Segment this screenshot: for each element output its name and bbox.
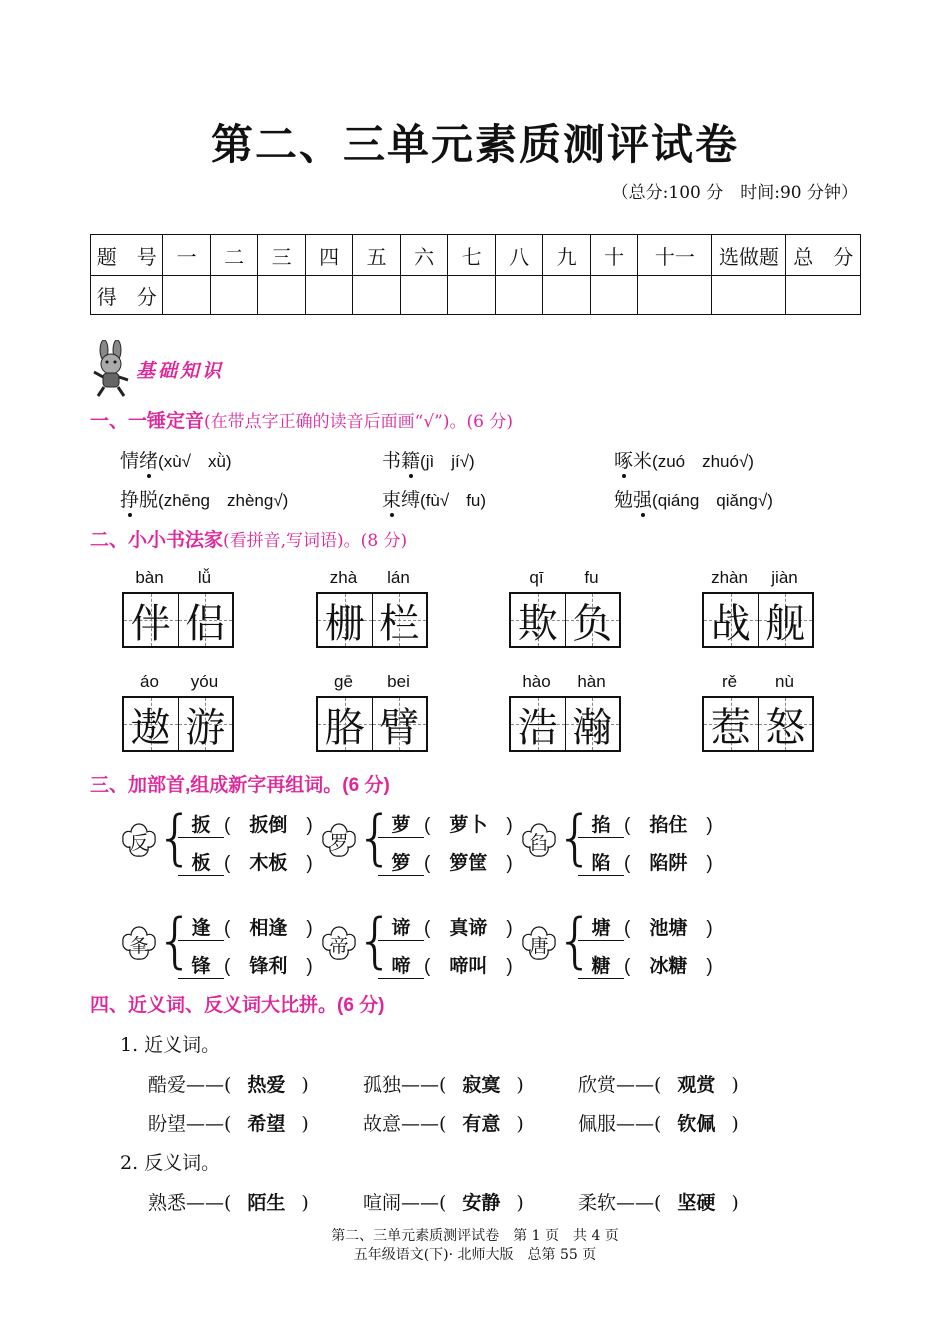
q3-new-char: 箩 (378, 848, 424, 876)
section-basic-knowledge: 基础知识 (136, 360, 225, 382)
q1-item (614, 485, 773, 512)
q2-char-boxes (316, 696, 428, 752)
q2-char: 遨 (130, 704, 171, 751)
q2-char-box[interactable] (124, 594, 178, 646)
score-cell[interactable] (712, 276, 786, 315)
score-header-cell: 十一 (638, 235, 712, 276)
q3-brace: { (356, 906, 395, 976)
rabbit-mascot-icon (90, 340, 132, 398)
q1-word-post: 脱 (139, 489, 159, 511)
q1-dotted-char: 啄 (614, 450, 634, 472)
q4-pair (578, 1109, 739, 1136)
q1-item (120, 446, 232, 473)
q3-new-word: 冰糖 (649, 956, 688, 977)
q3-new-char: 萝 (378, 810, 424, 838)
q3-new-word: 掐住 (649, 815, 688, 836)
q2-char-box[interactable] (565, 698, 620, 750)
q2-char-boxes (122, 592, 234, 648)
paren-close: ) (287, 956, 313, 977)
q4-pair (363, 1188, 524, 1215)
paren-open: ( (224, 815, 250, 836)
q3-root-char: 唐 (529, 935, 549, 957)
paren-close: ) (731, 1113, 739, 1135)
q4-answer[interactable]: 陌生 (247, 1193, 286, 1214)
footer-line2: 五年级语文(下)· 北师大版 总第 55 页 (353, 1247, 597, 1263)
q2-pinyin (509, 672, 619, 694)
q3-new-char: 陷 (578, 848, 624, 876)
score-header-row (91, 235, 861, 276)
paren-close: ) (487, 853, 513, 874)
q1-word-lead: 书 (382, 450, 402, 472)
q1-options[interactable]: (qiáng qiǎng√) (652, 491, 773, 510)
q4-word: 熟悉——( (148, 1192, 232, 1214)
q1-word-post: 米 (633, 450, 653, 472)
score-cell[interactable] (786, 276, 861, 315)
score-table (90, 234, 861, 315)
score-header-cell: 题 号 (91, 235, 163, 276)
score-header-cell: 选做题 (712, 235, 786, 276)
q4-pair (148, 1109, 309, 1136)
score-header-cell: 三 (258, 235, 306, 276)
q2-char: 战 (710, 600, 751, 647)
q2-char-box[interactable] (511, 698, 565, 750)
q4-word: 孤独——( (363, 1074, 447, 1096)
q3-root-char: 夆 (129, 935, 149, 957)
q2-word-grid (122, 568, 234, 648)
q2-pinyin (316, 672, 426, 694)
q2-char: 瀚 (572, 704, 613, 751)
q3-new-word: 池塘 (649, 918, 688, 939)
score-cell[interactable] (353, 276, 401, 315)
q4-answer[interactable]: 坚硬 (677, 1193, 716, 1214)
q2-pinyin (509, 568, 619, 590)
q1-options[interactable]: (zuó zhuó√) (652, 452, 754, 471)
paren-open: ( (424, 918, 450, 939)
q3-new-word: 萝卜 (449, 815, 488, 836)
q2-pinyin-syllable: bei (387, 672, 410, 691)
score-header-cell: 六 (400, 235, 448, 276)
paren-open: ( (624, 918, 650, 939)
score-header-cell: 四 (305, 235, 353, 276)
q4-word: 盼望——( (148, 1113, 232, 1135)
q2-word-grid (509, 568, 621, 648)
q3-new-word: 箩筐 (449, 853, 488, 874)
q3-root-flower-icon (120, 821, 158, 859)
q4-pair (148, 1188, 309, 1215)
paren-close: ) (687, 815, 713, 836)
q3-new-char: 锋 (178, 951, 224, 979)
q3-row-top[interactable] (378, 913, 513, 941)
score-header-cell: 二 (210, 235, 258, 276)
paren-open: ( (624, 853, 650, 874)
q3-new-char: 掐 (578, 810, 624, 838)
q2-char-box[interactable] (511, 594, 565, 646)
q1-dotted-char: 强 (633, 489, 653, 511)
q1-note: (在带点字正确的读音后面画“√”)。(6 分) (204, 412, 513, 432)
paren-open: ( (424, 815, 450, 836)
q2-char: 栅 (324, 600, 365, 647)
q4-word: 佩服——( (578, 1113, 662, 1135)
score-header-cell: 八 (495, 235, 543, 276)
q4-word: 柔软——( (578, 1192, 662, 1214)
q4-answer[interactable]: 有意 (462, 1114, 501, 1135)
q3-new-char: 板 (178, 848, 224, 876)
score-cell[interactable] (400, 276, 448, 315)
q3-new-char: 啼 (378, 951, 424, 979)
q4-pair (363, 1109, 524, 1136)
q3-root-flower-icon (120, 924, 158, 962)
q3-new-char: 塘 (578, 913, 624, 941)
q1-dotted-char: 挣 (120, 489, 140, 511)
q2-pinyin (122, 672, 232, 694)
paren-open: ( (624, 956, 650, 977)
paren-close: ) (301, 1113, 309, 1135)
q2-char: 负 (572, 600, 613, 647)
q3-row-bottom[interactable] (178, 848, 313, 876)
q4-word: 酷爱——( (148, 1074, 232, 1096)
q2-char-box[interactable] (124, 698, 178, 750)
q2-char-box[interactable] (318, 594, 372, 646)
q2-word-grid (509, 672, 621, 752)
score-cell[interactable] (163, 276, 211, 315)
q2-pinyin-syllable: fu (584, 568, 599, 587)
paren-close: ) (301, 1074, 309, 1096)
q4-pair (578, 1188, 739, 1215)
paren-open: ( (624, 815, 650, 836)
q4-title: 四、近义词、反义词大比拼。(6 分) (90, 995, 385, 1016)
score-cell[interactable] (448, 276, 496, 315)
q4-answer[interactable]: 安静 (462, 1193, 501, 1214)
q3-brace: { (556, 906, 595, 976)
q2-pinyin-syllable: rě (721, 672, 738, 691)
q4-answer[interactable]: 钦佩 (677, 1114, 716, 1135)
q2-char: 侣 (185, 600, 226, 647)
q2-char-box[interactable] (178, 594, 233, 646)
q3-brace: { (556, 803, 595, 873)
q2-char-boxes (702, 592, 814, 648)
q2-char-box[interactable] (178, 698, 233, 750)
q4-word: 欣赏——( (578, 1074, 662, 1096)
score-cell[interactable] (543, 276, 591, 315)
q1-title-text: 一、一锤定音 (90, 411, 205, 432)
q3-new-word: 锋利 (249, 956, 288, 977)
q2-char-box[interactable] (758, 594, 813, 646)
q2-char: 臂 (379, 704, 420, 751)
paren-close: ) (487, 956, 513, 977)
q1-item (382, 485, 486, 512)
score-cell[interactable] (210, 276, 258, 315)
q2-char: 惹 (710, 704, 751, 751)
q3-row-top[interactable] (178, 810, 313, 838)
q3-root-flower-icon (320, 821, 358, 859)
q3-new-char: 谛 (378, 913, 424, 941)
q2-char-box[interactable] (758, 698, 813, 750)
q2-pinyin-syllable: zhà (329, 568, 358, 587)
q2-pinyin-syllable: jiàn (771, 568, 798, 587)
exam-meta: （总分:100 分 时间:90 分钟） (611, 183, 858, 203)
q2-char-box[interactable] (372, 594, 427, 646)
q1-item (120, 485, 288, 512)
paren-close: ) (516, 1074, 524, 1096)
footer-line1: 第二、三单元素质测评试卷 第 1 页 共 4 页 (331, 1228, 619, 1244)
paren-close: ) (287, 815, 313, 836)
q2-char-boxes (702, 696, 814, 752)
paren-close: ) (301, 1192, 309, 1214)
q1-word-post: 缚 (401, 489, 421, 511)
q1-title (90, 406, 513, 433)
q3-row-top[interactable] (578, 913, 713, 941)
paren-open: ( (424, 853, 450, 874)
q3-new-char: 扳 (178, 810, 224, 838)
q4-sub2: 2. 反义词。 (120, 1152, 221, 1174)
q4-answer[interactable]: 观赏 (677, 1075, 716, 1096)
q3-root-flower-icon (520, 924, 558, 962)
q2-char: 游 (185, 704, 226, 751)
q3-row-bottom[interactable] (578, 848, 713, 876)
paren-close: ) (687, 918, 713, 939)
q3-new-word: 啼叫 (449, 956, 488, 977)
score-cell[interactable] (495, 276, 543, 315)
q2-pinyin-syllable: zhàn (711, 568, 748, 587)
q3-new-word: 扳倒 (249, 815, 288, 836)
q2-title-text: 二、小小书法家 (90, 530, 224, 551)
paren-close: ) (516, 1192, 524, 1214)
q2-char-box[interactable] (704, 698, 758, 750)
page-title: 第二、三单元素质测评试卷 (210, 120, 739, 169)
paren-close: ) (687, 956, 713, 977)
score-header-cell: 总 分 (786, 235, 861, 276)
q2-char-box[interactable] (704, 594, 758, 646)
q2-char-boxes (122, 696, 234, 752)
q1-options[interactable]: (fù√ fu) (420, 491, 487, 510)
q3-root-flower-icon (320, 924, 358, 962)
score-cell[interactable] (305, 276, 353, 315)
q3-root-char: 臽 (529, 832, 549, 854)
paren-close: ) (687, 853, 713, 874)
q1-dotted-char: 绪 (139, 450, 159, 472)
q2-char: 胳 (324, 704, 365, 751)
q3-row-bottom[interactable] (378, 848, 513, 876)
q2-char-box[interactable] (565, 594, 620, 646)
q4-pair (148, 1070, 309, 1097)
paren-close: ) (287, 918, 313, 939)
paren-open: ( (224, 918, 250, 939)
score-row (91, 276, 861, 315)
q1-item (382, 446, 475, 473)
q3-row-bottom[interactable] (178, 951, 313, 979)
q2-word-grid (316, 672, 428, 752)
paren-open: ( (224, 853, 250, 874)
q2-word-grid (122, 672, 234, 752)
paren-open: ( (224, 956, 250, 977)
q2-char: 伴 (130, 600, 171, 647)
score-cell[interactable] (638, 276, 712, 315)
q2-pinyin (702, 568, 812, 590)
score-header-cell: 一 (163, 235, 211, 276)
q3-brace: { (156, 803, 195, 873)
q4-word: 故意——( (363, 1113, 447, 1135)
score-header-cell: 十 (590, 235, 638, 276)
q1-item (614, 446, 754, 473)
q2-pinyin-syllable: nù (775, 672, 794, 691)
q2-char-boxes (509, 592, 621, 648)
score-cell[interactable] (590, 276, 638, 315)
paren-close: ) (487, 815, 513, 836)
q4-pair (363, 1070, 524, 1097)
q2-char-box[interactable] (372, 698, 427, 750)
q2-pinyin (122, 568, 232, 590)
q2-pinyin-syllable: hào (522, 672, 551, 691)
q2-char: 欺 (517, 600, 558, 647)
q2-char-boxes (509, 696, 621, 752)
q2-pinyin (702, 672, 812, 694)
q2-word-grid (702, 672, 814, 752)
q1-options[interactable]: (zhēng zhèng√) (158, 491, 289, 510)
q4-word: 喧闹——( (363, 1192, 447, 1214)
q2-title (90, 525, 407, 552)
q1-dotted-char: 籍 (401, 450, 421, 472)
q2-char-box[interactable] (318, 698, 372, 750)
q2-pinyin-syllable: hàn (577, 672, 606, 691)
score-row-label: 得 分 (91, 276, 163, 315)
q2-pinyin-syllable: lǚ (197, 568, 212, 587)
q1-dotted-char: 束 (382, 489, 402, 511)
q3-root-char: 帝 (329, 935, 349, 957)
q2-pinyin-syllable: gē (334, 672, 353, 691)
q3-row-bottom[interactable] (578, 951, 713, 979)
q3-root-char: 罗 (329, 832, 349, 854)
q2-char: 舰 (765, 600, 806, 647)
q3-brace: { (156, 906, 195, 976)
q2-char: 栏 (379, 600, 420, 647)
q2-pinyin-syllable: qī (529, 568, 544, 587)
q2-pinyin-syllable: lán (387, 568, 410, 587)
q3-root-char: 反 (129, 832, 149, 854)
q4-answer[interactable]: 寂寞 (462, 1075, 501, 1096)
q3-row-top[interactable] (378, 810, 513, 838)
q2-word-grid (702, 568, 814, 648)
q3-new-word: 相逢 (249, 918, 288, 939)
paren-close: ) (487, 918, 513, 939)
q3-new-word: 真谛 (449, 918, 488, 939)
q3-title: 三、加部首,组成新字再组词。(6 分) (90, 775, 390, 796)
q4-pair (578, 1070, 739, 1097)
q3-brace: { (356, 803, 395, 873)
q2-pinyin-syllable: bàn (135, 568, 164, 587)
q1-word-lead: 情 (120, 450, 140, 472)
q1-options[interactable]: (jì jí√) (420, 452, 475, 471)
q2-note: (看拼音,写词语)。(8 分) (223, 531, 408, 551)
q3-new-word: 陷阱 (649, 853, 688, 874)
paren-close: ) (731, 1192, 739, 1214)
q2-char: 浩 (517, 704, 558, 751)
q2-char: 怒 (765, 704, 806, 751)
q2-pinyin (316, 568, 426, 590)
score-header-cell: 五 (353, 235, 401, 276)
q3-row-bottom[interactable] (378, 951, 513, 979)
q3-root-flower-icon (520, 821, 558, 859)
q3-row-top[interactable] (178, 913, 313, 941)
q3-row-top[interactable] (578, 810, 713, 838)
q2-pinyin-syllable: áo (140, 672, 159, 691)
q4-answer[interactable]: 热爱 (247, 1075, 286, 1096)
paren-close: ) (731, 1074, 739, 1096)
score-header-cell: 七 (448, 235, 496, 276)
q1-word-lead: 勉 (614, 489, 634, 511)
q3-new-word: 木板 (249, 853, 288, 874)
score-header-cell: 九 (543, 235, 591, 276)
paren-open: ( (424, 956, 450, 977)
q4-answer[interactable]: 希望 (247, 1114, 286, 1135)
q2-pinyin-syllable: yóu (190, 672, 219, 691)
paren-close: ) (516, 1113, 524, 1135)
q2-char-boxes (316, 592, 428, 648)
q3-new-char: 糖 (578, 951, 624, 979)
paren-close: ) (287, 853, 313, 874)
score-cell[interactable] (258, 276, 306, 315)
q4-sub1: 1. 近义词。 (120, 1034, 221, 1056)
q1-options[interactable]: (xù√ xǜ) (158, 452, 232, 471)
q3-new-char: 逢 (178, 913, 224, 941)
q2-word-grid (316, 568, 428, 648)
